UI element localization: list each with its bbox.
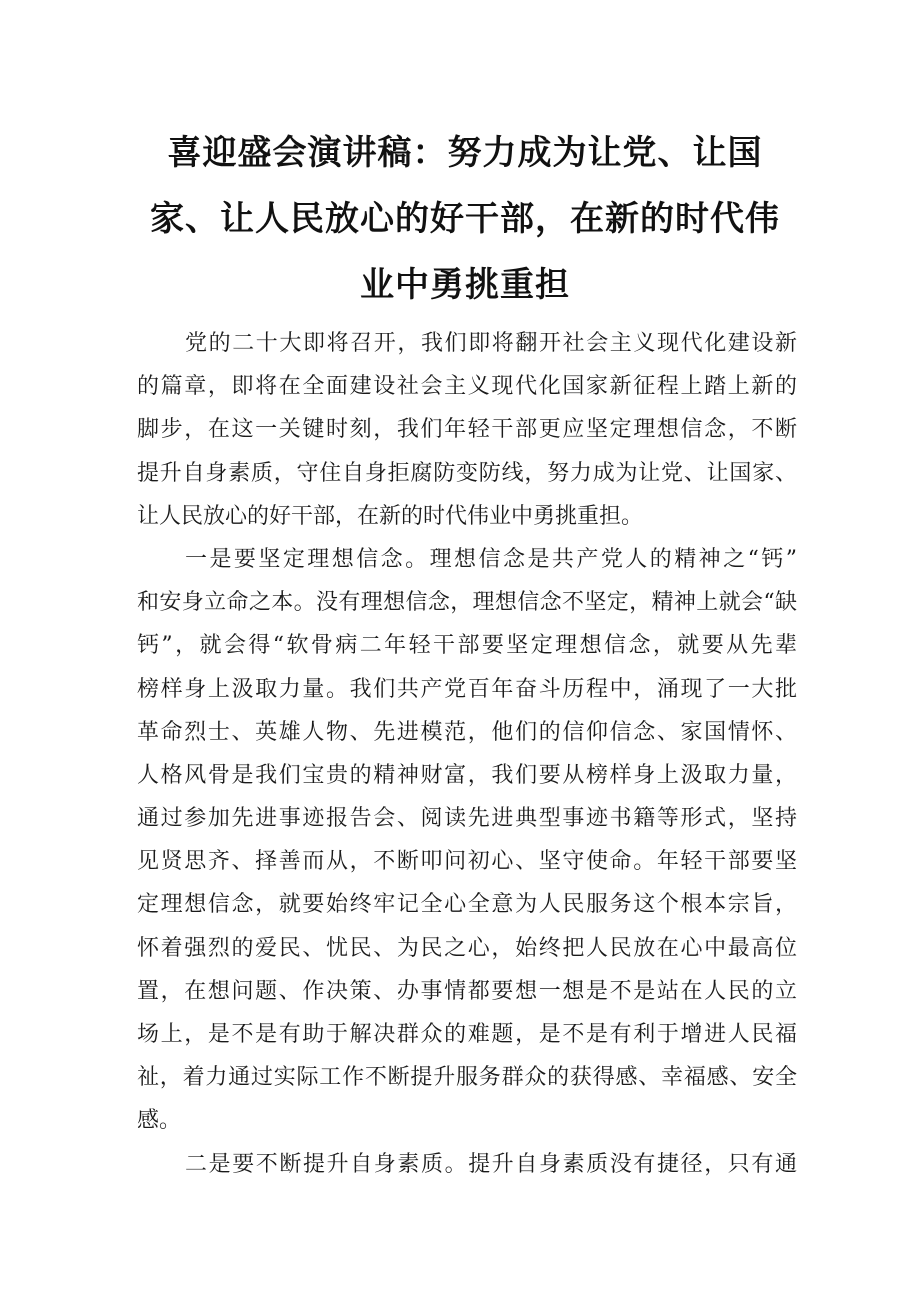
paragraph-line: 钙”，就会得“软骨病二年轻干部要坚定理想信念，就要从先辈 [137, 633, 797, 659]
paragraph-line: 和安身立命之本。没有理想信念，理想信念不坚定，精神上就会“缺 [137, 590, 797, 616]
paragraph-line: 定理想信念，就要始终牢记全心全意为人民服务这个根本宗旨， [137, 892, 797, 918]
paragraph-line: 场上，是不是有助于解决群众的难题，是不是有利于增进人民福 [137, 1022, 797, 1047]
paragraph-point-two [137, 1143, 797, 1186]
paragraph-line: 一是要坚定理想信念。理想信念是共产党人的精神之“钙” [185, 546, 797, 572]
paragraph-line: 让人民放心的好干部，在新的时代伟业中勇挑重担。 [137, 503, 644, 529]
paragraph-line: 人格风骨是我们宝贵的精神财富，我们要从榜样身上汲取力量， [137, 762, 797, 788]
paragraph-line: 感。 [137, 1108, 182, 1134]
paragraph-line: 怀着强烈的爱民、忧民、为民之心，始终把人民放在心中最高位 [137, 935, 797, 961]
paragraph-line: 见贤思齐、择善而从，不断叩问初心、坚守使命。年轻干部要坚 [137, 849, 797, 875]
document-title [140, 120, 790, 318]
paragraph-point-one [137, 538, 797, 1143]
paragraph-line: 脚步，在这一关键时刻，我们年轻干部更应坚定理想信念，不断 [137, 417, 797, 443]
title-line-3: 业中勇挑重担 [360, 265, 570, 305]
paragraph-line: 祉，着力通过实际工作不断提升服务群众的获得感、幸福感、安全 [137, 1065, 797, 1091]
paragraph-line: 的篇章，即将在全面建设社会主义现代化国家新征程上踏上新的 [137, 374, 797, 400]
title-line-1: 喜迎盛会演讲稿：努力成为让党、让国 [167, 133, 763, 173]
document-body [137, 322, 797, 1186]
paragraph-line: 提升自身素质，守住自身拒腐防变防线，努力成为让党、让国家、 [137, 460, 797, 486]
paragraph-line: 党的二十大即将召开，我们即将翻开社会主义现代化建设新 [185, 331, 797, 356]
paragraph-intro [137, 322, 797, 538]
paragraph-line: 置，在想问题、作决策、办事情都要想一想是不是站在人民的立 [137, 978, 797, 1004]
paragraph-line: 革命烈士、英雄人物、先进模范，他们的信仰信念、家国情怀、 [137, 719, 797, 745]
title-line-2: 家、让人民放心的好干部，在新的时代伟 [150, 199, 780, 239]
paragraph-line: 二是要不断提升自身素质。提升自身素质没有捷径，只有通 [185, 1151, 797, 1177]
paragraph-line: 通过参加先进事迹报告会、阅读先进典型事迹书籍等形式，坚持 [137, 806, 797, 832]
paragraph-line: 榜样身上汲取力量。我们共产党百年奋斗历程中，涌现了一大批 [137, 676, 797, 702]
